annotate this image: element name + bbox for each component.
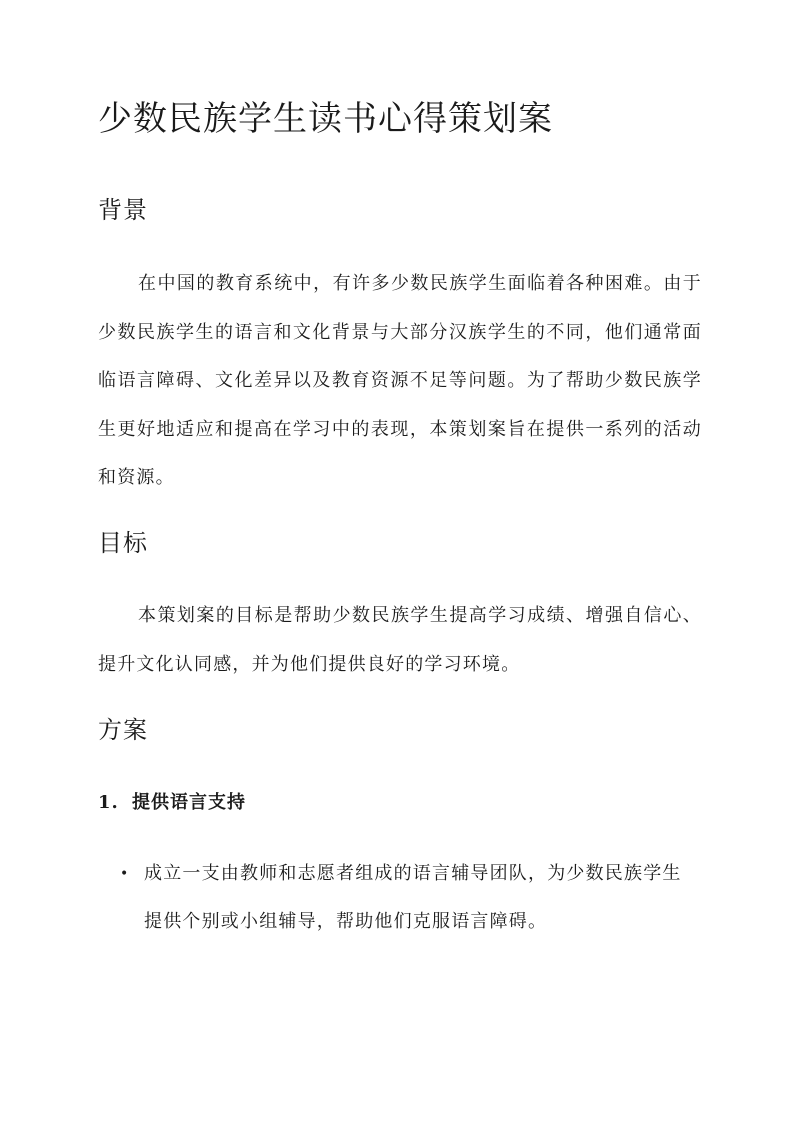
plan-item-title: 提供语言支持 bbox=[132, 792, 246, 813]
goal-paragraph: 本策划案的目标是帮助少数民族学生提高学习成绩、增强自信心、提升文化认同感，并为他们提供良好的学习环境。 bbox=[98, 605, 702, 675]
bullet-icon: • bbox=[120, 866, 130, 882]
plan-item-heading bbox=[98, 789, 246, 817]
section-heading-background: 背景 bbox=[98, 196, 148, 224]
section-heading-goal: 目标 bbox=[98, 529, 148, 557]
bullet-text: 成立一支由教师和志愿者组成的语言辅导团队，为少数民族学生提供个别或小组辅导，帮助他们克服语言障碍。 bbox=[144, 863, 682, 932]
list-item bbox=[120, 850, 700, 946]
section-heading-plan: 方案 bbox=[98, 716, 148, 744]
plan-item-number: 1. bbox=[98, 792, 119, 813]
plan-item-bullet-list bbox=[120, 850, 700, 946]
document-title: 少数民族学生读书心得策划案 bbox=[98, 99, 553, 139]
background-paragraph: 在中国的教育系统中，有许多少数民族学生面临着各种困难。由于少数民族学生的语言和文化背景与大部分汉族学生的不同，他们通常面临语言障碍、文化差异以及教育资源不足等问题。为了帮助少数民族学生更好地适应和提高在学习中的表现，本策划案旨在提供一系列的活动和资源。 bbox=[98, 273, 702, 489]
